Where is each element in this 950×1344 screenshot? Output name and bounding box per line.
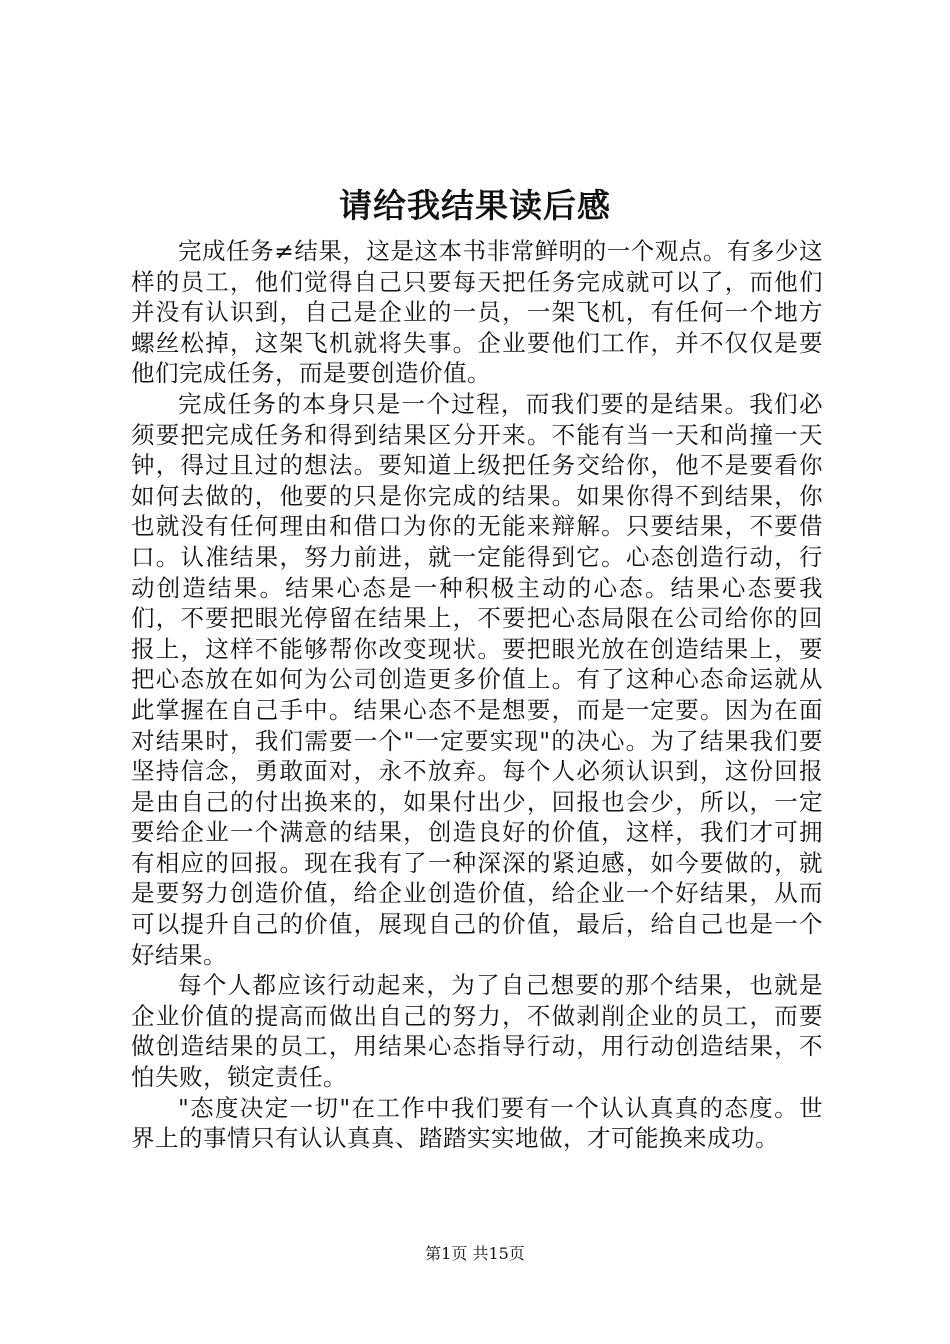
paragraph: 完成任务≠结果，这是这本书非常鲜明的一个观点。有多少这样的员工，他们觉得自己只要每天把任务完成就可以了，而他们并没有认识到，自己是企业的一员，一架飞机，有任何一个地方螺丝松掉，这架飞机就将失事。企业要他们工作，并不仅仅是要他们完成任务，而是要创造价值。 xyxy=(131,237,823,388)
paragraph: "态度决定一切"在工作中我们要有一个认认真真的态度。世界上的事情只有认认真真、踏踏实实地做，才可能换来成功。 xyxy=(131,1093,823,1153)
document-body xyxy=(131,236,823,1154)
document-title: 请给我结果读后感 xyxy=(339,186,611,225)
paragraph: 完成任务的本身只是一个过程，而我们要的是结果。我们必须要把完成任务和得到结果区分开来。不能有当一天和尚撞一天钟，得过且过的想法。要知道上级把任务交给你，他不是要看你如何去做的，他要的只是你完成的结果。如果你得不到结果，你也就没有任何理由和借口为你的无能来辩解。只要结果，不要借口。认准结果，努力前进，就一定能得到它。心态创造行动，行动创造结果。结果心态是一种积极主动的心态。结果心态要我们，不要把眼光停留在结果上，不要把心态局限在公司给你的回报上，这样不能够帮你改变现状。要把眼光放在创造结果上，要把心态放在如何为公司创造更多价值上。有了这种心态命运就从此掌握在自己手中。结果心态不是想要，而是一定要。因为在面对结果时，我们需要一个"一定要实现"的决心。为了结果我们要坚持信念，勇敢面对，永不放弃。每个人必须认识到，这份回报是由自己的付出换来的，如果付出少，回报也会少，所以，一定要给企业一个满意的结果，创造良好的价值，这样，我们才可拥有相应的回报。现在我有了一种深深的紧迫感，如今要做的，就是要努力创造价值，给企业创造价值，给企业一个好结果，从而可以提升自己的价值，展现自己的价值，最后，给自己也是一个好结果。 xyxy=(131,389,823,969)
page-footer: 第1页 共15页 xyxy=(425,1244,525,1263)
paragraph: 每个人都应该行动起来，为了自己想要的那个结果，也就是企业价值的提高而做出自己的努力，不做剥削企业的员工，而要做创造结果的员工，用结果心态指导行动，用行动创造结果，不怕失败，锁定责任。 xyxy=(131,971,823,1092)
